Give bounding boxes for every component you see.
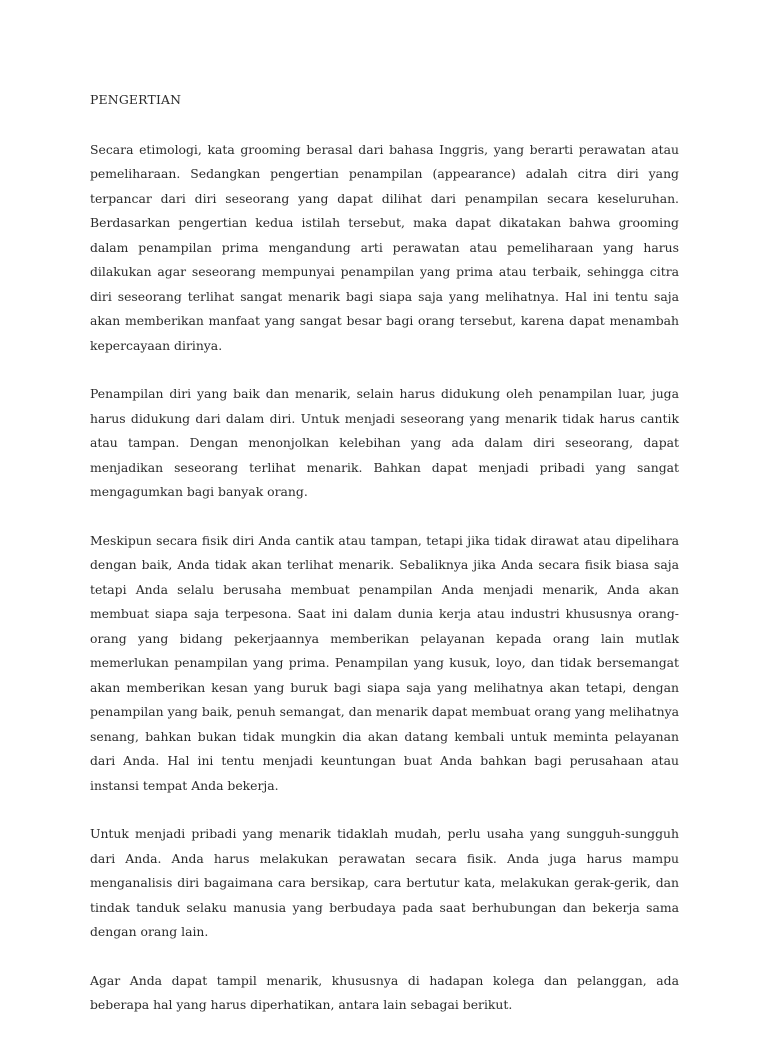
paragraph-agar-tampil: Agar Anda dapat tampil menarik, khususnya di hadapan kolega dan pelanggan, ada beberapa hal yang harus diperhatikan, antara lain sebagai berikut. xyxy=(90,972,679,1012)
document-page xyxy=(90,88,679,1042)
paragraph-etimologi: Secara etimologi, kata grooming berasal dari bahasa Inggris, yang berarti perawatan atau pemeliharaan. Sedangkan pengertian penampilan (appearance) adalah citra diri yang terpancar dari diri seseorang yang dapat dilihat dari penampilan secara keseluruhan. Berdasarkan pengertian kedua istilah tersebut, maka dapat dikatakan bahwa grooming dalam penampilan prima mengandung arti perawatan atau pemeliharaan yang harus dilakukan agar seseorang mempunyai penampilan yang prima atau terbaik, sehingga citra diri seseorang terlihat sangat menarik bagi siapa saja yang melihatnya. Hal ini tentu saja akan memberikan manfaat yang sangat besar bagi orang tersebut, karena dapat menambah kepercayaan dirinya. xyxy=(90,141,679,353)
paragraph-penampilan-diri: Penampilan diri yang baik dan menarik, selain harus didukung oleh penampilan luar, juga harus didukung dari dalam diri. Untuk menjadi seseorang yang menarik tidak harus cantik atau tampan. Dengan menonjolkan kelebihan yang ada dalam diri seseorang, dapat menjadikan seseorang terlihat menarik. Bahkan dapat menjadi pribadi yang sangat mengagumkan bagi banyak orang. xyxy=(90,386,679,499)
document-heading: PENGERTIAN xyxy=(90,92,182,107)
paragraph-meskipun: Meskipun secara fisik diri Anda cantik atau tampan, tetapi jika tidak dirawat atau dipelihara dengan baik, Anda tidak akan terlihat menarik. Sebaliknya jika Anda secara fisik biasa saja tetapi Anda selalu berusaha membuat penampilan Anda menjadi menarik, Anda akan membuat siapa saja terpesona. Saat ini dalam dunia kerja atau industri khususnya orang-orang yang bidang pekerjaannya memberikan pelayanan kepada orang lain mutlak memerlukan penampilan yang prima. Penampilan yang kusuk, loyo, dan tidak bersemangat akan memberikan kesan yang buruk bagi siapa saja yang melihatnya akan tetapi, dengan penampilan yang baik, penuh semangat, dan menarik dapat membuat orang yang melihatnya senang, bahkan bukan tidak mungkin dia akan datang kembali untuk meminta pelayanan dari Anda. Hal ini tentu menjadi keuntungan buat Anda bahkan bagi perusahaan atau instansi tempat Anda bekerja. xyxy=(90,532,679,793)
paragraph-pribadi-menarik: Untuk menjadi pribadi yang menarik tidaklah mudah, perlu usaha yang sungguh-sungguh dari Anda. Anda harus melakukan perawatan secara fisik. Anda juga harus mampu menganalisis diri bagaimana cara bersikap, cara bertutur kata, melakukan gerak-gerik, dan tindak tanduk selaku manusia yang berbudaya pada saat berhubungan dan bekerja sama dengan orang lain. xyxy=(90,826,679,939)
